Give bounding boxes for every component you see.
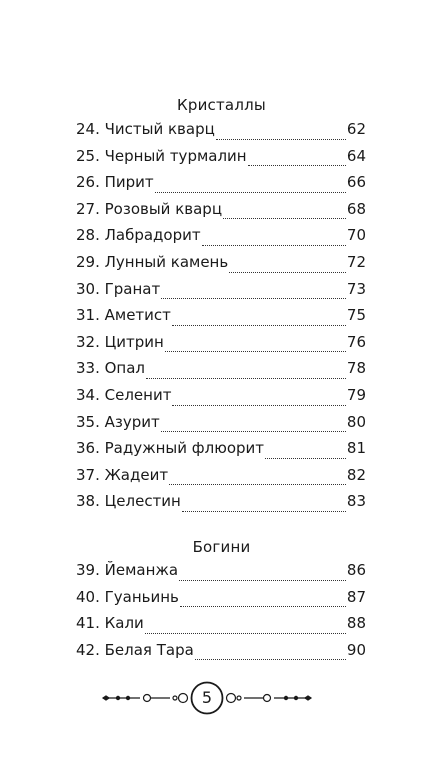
toc-entry-label: 28. Лабрадорит — [76, 226, 201, 245]
toc-entry-label: 30. Гранат — [76, 279, 161, 298]
toc-entry[interactable] — [76, 333, 366, 360]
page-footer-ornament — [0, 676, 443, 720]
toc-dot-leader — [165, 351, 346, 352]
toc-list-crystals — [76, 120, 366, 519]
toc-entry-page: 68 — [346, 199, 366, 218]
toc-entry-page: 90 — [346, 640, 366, 659]
toc-entry-label: 24. Чистый кварц — [76, 120, 215, 138]
toc-entry-page: 80 — [346, 412, 366, 431]
toc-entry-page: 76 — [346, 332, 366, 351]
toc-dot-leader — [229, 272, 346, 273]
section-title-crystals: Кристаллы — [177, 96, 266, 114]
toc-entry-label: 42. Белая Тара — [76, 640, 194, 659]
toc-entry-page: 87 — [346, 587, 366, 606]
toc-entry[interactable] — [76, 120, 366, 147]
toc-entry-label: 26. Пирит — [76, 173, 154, 192]
toc-entry-label: 35. Азурит — [76, 412, 160, 431]
toc-entry[interactable] — [76, 439, 366, 466]
toc-entry[interactable] — [76, 280, 366, 307]
toc-entry-page: 72 — [346, 252, 366, 271]
toc-entry[interactable] — [76, 588, 366, 615]
toc-dot-leader — [216, 139, 346, 140]
toc-entry-label: 37. Жадеит — [76, 465, 169, 484]
toc-entry-page: 75 — [346, 306, 366, 325]
toc-dot-leader — [202, 245, 346, 246]
toc-entry-label: 27. Розовый кварц — [76, 199, 223, 218]
toc-entry-label: 34. Селенит — [76, 385, 172, 404]
toc-entry-page: 82 — [346, 465, 366, 484]
toc-entry-page: 78 — [346, 359, 366, 378]
toc-dot-leader — [182, 511, 346, 512]
toc-dot-leader — [146, 378, 346, 379]
toc-dot-leader — [265, 458, 346, 459]
toc-entry[interactable] — [76, 359, 366, 386]
toc-dot-leader — [172, 405, 345, 406]
toc-dot-leader — [172, 325, 346, 326]
toc-entry-page: 79 — [346, 385, 366, 404]
toc-entry[interactable] — [76, 200, 366, 227]
toc-entry-label: 32. Цитрин — [76, 332, 164, 351]
toc-dot-leader — [195, 659, 346, 660]
toc-dot-leader — [248, 165, 346, 166]
toc-dot-leader — [161, 298, 346, 299]
toc-dot-leader — [169, 484, 346, 485]
toc-entry[interactable] — [76, 386, 366, 413]
toc-entry[interactable] — [76, 641, 366, 668]
toc-list-goddesses — [76, 561, 366, 667]
toc-entry[interactable] — [76, 413, 366, 440]
toc-entry[interactable] — [76, 614, 366, 641]
toc-entry-label: 40. Гуаньинь — [76, 587, 179, 606]
toc-entry-label: 38. Целестин — [76, 492, 181, 511]
page-number: 5 — [201, 688, 213, 707]
toc-entry-label: 31. Аметист — [76, 306, 171, 325]
toc-entry-label: 39. Йеманжа — [76, 561, 179, 579]
toc-dot-leader — [223, 218, 346, 219]
toc-entry-page: 83 — [346, 492, 366, 511]
toc-entry-page: 81 — [346, 439, 366, 458]
toc-entry-page: 86 — [346, 561, 366, 579]
toc-entry-page: 64 — [346, 146, 366, 165]
toc-entry-label: 29. Лунный камень — [76, 252, 229, 271]
toc-entry[interactable] — [76, 466, 366, 493]
toc-entry-page: 62 — [346, 120, 366, 138]
toc-entry[interactable] — [76, 253, 366, 280]
toc-entry[interactable] — [76, 147, 366, 174]
toc-entry-page: 66 — [346, 173, 366, 192]
toc-entry-page: 73 — [346, 279, 366, 298]
toc-entry-page: 88 — [346, 614, 366, 633]
toc-dot-leader — [180, 606, 346, 607]
toc-entry[interactable] — [76, 226, 366, 253]
toc-dot-leader — [161, 431, 346, 432]
toc-entry-label: 36. Радужный флюорит — [76, 439, 265, 458]
toc-dot-leader — [155, 192, 346, 193]
toc-entry-label: 41. Кали — [76, 614, 144, 633]
toc-dot-leader — [145, 633, 346, 634]
toc-entry-label: 25. Черный турмалин — [76, 146, 247, 165]
toc-entry[interactable] — [76, 173, 366, 200]
toc-entry-label: 33. Опал — [76, 359, 146, 378]
toc-entry-page: 70 — [346, 226, 366, 245]
toc-dot-leader — [179, 580, 346, 581]
toc-entry[interactable] — [76, 492, 366, 519]
toc-entry[interactable] — [76, 306, 366, 333]
toc-entry[interactable] — [76, 561, 366, 588]
section-title-goddesses: Богини — [192, 538, 251, 556]
